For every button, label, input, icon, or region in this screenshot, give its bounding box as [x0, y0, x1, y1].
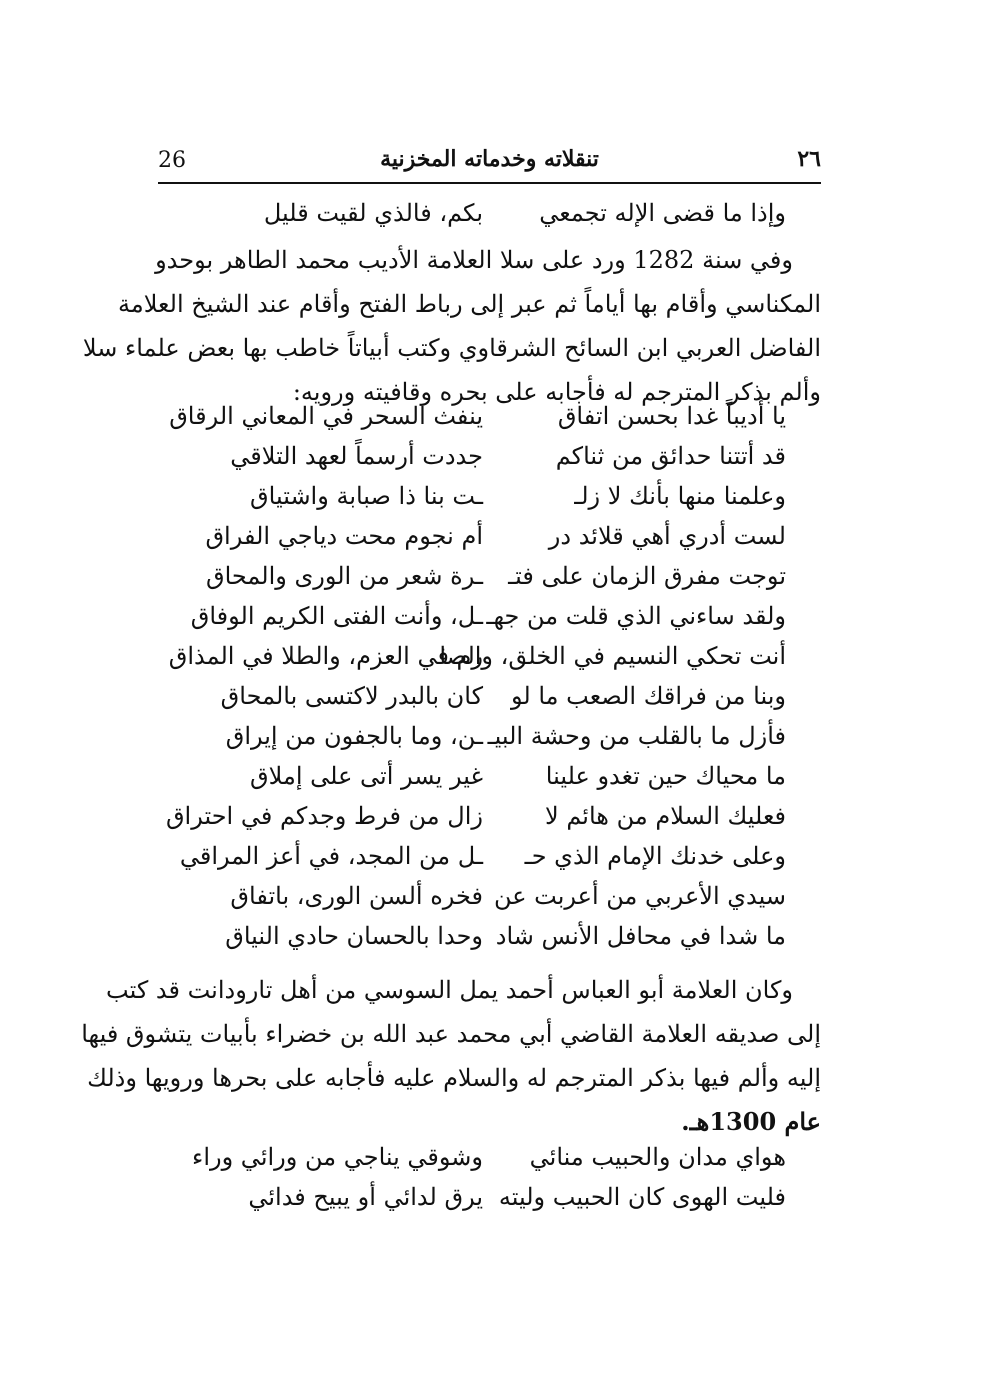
- page-number-latin: 26: [158, 148, 186, 173]
- verse-ajuz: فخره ألسن الورى، باتفاق: [230, 882, 483, 910]
- verse-sadr: وعلى خدنك الإمام الذي حـ: [524, 842, 786, 870]
- text-line: وفي سنة 1282 ورد على سلا العلامة الأديب محمد الطاهر بوحدو: [155, 246, 793, 274]
- paragraph-2: [81, 968, 821, 1144]
- verse-line: [158, 836, 821, 876]
- verse-line: [158, 876, 821, 916]
- verse-ajuz: بكم، فالذي لقيت قليل: [263, 199, 483, 227]
- text-line: إليه وألم فيها بذكر المترجم له والسلام عليه فأجابه على بحرها ورويها وذلك: [87, 1064, 821, 1092]
- verse-sadr: فعليك السلام من هائم لا: [545, 802, 786, 830]
- verse-sadr: فليت الهوى كان الحبيب وليته: [498, 1183, 786, 1211]
- verse-line: [158, 396, 821, 436]
- verse-sadr: وعلمنا منها بأنك لا زلـ: [574, 482, 786, 510]
- verse-line: [158, 636, 821, 676]
- page-number-arabic: ٢٦: [797, 146, 821, 172]
- header-rule: [158, 182, 821, 184]
- text-line: وكان العلامة أبو العباس أحمد يمل السوسي من أهل تارودانت قد كتب: [106, 976, 793, 1004]
- verse-sadr: يا أديباً غدا بحسن اتفاق: [557, 402, 786, 430]
- verse-sadr: ما شدا في محافل الأنس شاد: [495, 922, 786, 950]
- verse-ajuz: غير يسر أتى على إملاق: [250, 762, 483, 790]
- running-header: [158, 140, 821, 182]
- verse-sadr: أنت تحكي النسيم في الخلق، والصا: [439, 642, 786, 670]
- verse-sadr: ولقد ساءني الذي قلت من جهـ: [486, 602, 786, 630]
- running-title: تنقلاته وخدماته المخزنية: [380, 146, 599, 172]
- verse-line: [158, 476, 821, 516]
- verse-line: [158, 916, 821, 956]
- verse-ajuz: ـل، وأنت الفتى الكريم الوفاق: [190, 602, 483, 630]
- verse-ajuz: كان بالبدر لاكتسى بالمحاق: [220, 682, 483, 710]
- verse-line: [158, 436, 821, 476]
- text-line: المكناسي وأقام بها أياماً ثم عبر إلى رباط الفتح وأقام عند الشيخ العلامة: [118, 290, 821, 318]
- verse-sadr: سيدي الأعربي من أعربت عن: [493, 882, 786, 910]
- verse-line: [158, 596, 821, 636]
- verse-sadr: قد أتتنا حدائق من ثناكم: [555, 442, 786, 470]
- verse-sadr: ما محياك حين تغدو علينا: [545, 762, 786, 790]
- verse-line: [158, 796, 821, 836]
- text-line: إلى صديقه العلامة القاضي أبي محمد عبد الله بن خضراء بأبيات يتشوق فيها: [81, 1020, 821, 1048]
- verse-line: [158, 1177, 821, 1217]
- verse-ajuz: وحدا بالحسان حادي النياق: [225, 922, 483, 950]
- text-line: وألم بذكر المترجم له فأجابه على بحره وقافيته ورويه:: [292, 378, 821, 406]
- verse-ajuz: ـل من المجد، في أعز المراقي: [179, 842, 483, 870]
- verse-ajuz: ـرة شعر من الورى والمحاق: [205, 562, 483, 590]
- verse-ajuz: رم في العزم، والطلا في المذاق: [168, 642, 483, 670]
- text-line: الفاضل العربي ابن السائح الشرقاوي وكتب أبياتاً خاطب بها بعض علماء سلا: [82, 334, 821, 362]
- verse-line: [158, 756, 821, 796]
- verse-ajuz: ـن، وما بالجفون من إيراق: [225, 722, 483, 750]
- verse-ajuz: وشوقي يناجي من ورائي وراء: [192, 1143, 483, 1171]
- verse-ajuz: ـت بنا ذا صبابة واشتياق: [250, 482, 483, 510]
- verse-sadr: وبنا من فراقك الصعب ما لو: [511, 682, 786, 710]
- verse-sadr: وإذا ما قضى الإله تجمعي: [539, 199, 786, 227]
- verse-line: [158, 556, 821, 596]
- verse-ajuz: جددت أرسماً لعهد التلاقي: [230, 442, 483, 470]
- verse-line: [158, 193, 821, 233]
- paragraph-1: [82, 238, 821, 414]
- verse-sadr: لست أدري أهي قلائد در: [548, 522, 786, 550]
- verse-sadr: توجت مفرق الزمان على فتـ: [508, 562, 786, 590]
- verse-sadr: هواي مدان والحبيب منائي: [529, 1143, 786, 1171]
- verse-ajuz: زال من فرط وجدكم في احتراق: [165, 802, 483, 830]
- verse-sadr: فأزل ما بالقلب من وحشة البيـ: [487, 722, 786, 750]
- opening-verse: [158, 193, 821, 233]
- verse-ajuz: أم نجوم محت دياجي الفراق: [205, 522, 483, 550]
- verse-ajuz: ينفث السحر في المعاني الرقاق: [169, 402, 483, 430]
- verse-line: [158, 516, 821, 556]
- verse-line: [158, 1137, 821, 1177]
- verse-line: [158, 716, 821, 756]
- verse-ajuz: يرق لدائي أو يبيح فدائي: [248, 1183, 483, 1211]
- verse-line: [158, 676, 821, 716]
- text-line: عام 1300هـ.: [681, 1107, 821, 1136]
- poem-1: [158, 396, 821, 956]
- poem-2: [158, 1137, 821, 1217]
